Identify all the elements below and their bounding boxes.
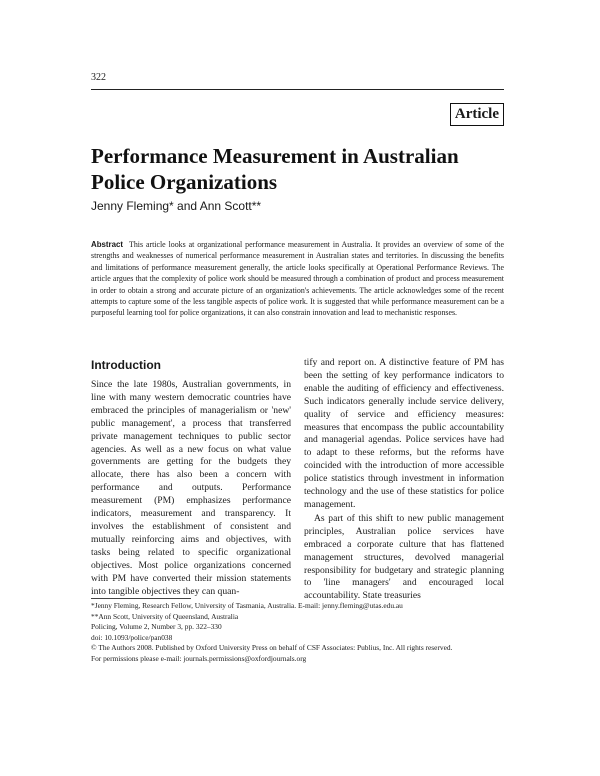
footnote-author-2: **Ann Scott, University of Queensland, Australia	[91, 611, 239, 621]
permissions-notice: For permissions please e-mail: journals.permissions@oxfordjournals.org	[91, 653, 307, 663]
page-number: 322	[91, 72, 106, 83]
authors: Jenny Fleming* and Ann Scott**	[91, 199, 262, 213]
left-column	[91, 357, 291, 603]
intro-paragraph-1-continued: tify and report on. A distinctive feature of PM has been the setting of key performance indicators to enable the auditing of efficiency and effectiveness. Such indicators generally include service delivery, quality of service and efficiency measures: measures that encompass the public accountability and managerial agendas. Police services have had to adapt to these reforms, but the reforms have coincided with the introduction of more accessible police statistics through investment in information technology and the use of these statistics for police management.	[304, 357, 504, 510]
abstract-label: Abstract	[91, 240, 124, 249]
abstract	[91, 239, 504, 319]
copyright-notice: © The Authors 2008. Published by Oxford University Press on behalf of CSF Associates: Publius, Inc. All rights reserved.	[91, 643, 453, 653]
section-heading-introduction: Introduction	[91, 358, 161, 372]
footnotes	[91, 601, 511, 665]
article-type-label: Article	[450, 103, 504, 126]
intro-paragraph-2: As part of this shift to new public management principles, Australian police services have embraced a corporate culture that has flattened management structures, devolved managerial responsibility for budgetary and strategic planning to 'line managers' and encouraged local accountability. State treasuries	[304, 512, 504, 602]
intro-paragraph-1: Since the late 1980s, Australian governments, in line with many western democratic countries have embraced the principles of managerialism or 'new' public management', a process that transferred private management techniques to public sector agencies. As well as a new focus on what value governments are getting for the budgets they allocate, there has also been a concern with performance and outputs. Performance measurement (PM) emphasizes performance indicators, measurement and transparency. It involves the establishment of consistent and mutually reinforcing aims and objectives, with tasks being related to specific organizational objectives. Most police organizations concerned with PM have converted their mission statements into tangible objectives they can quan-	[91, 379, 291, 597]
body-columns	[91, 357, 504, 603]
header-rule	[91, 89, 504, 90]
right-column	[304, 357, 504, 603]
footnote-rule	[91, 598, 191, 599]
footnote-author-1: *Jenny Fleming, Research Fellow, University of Tasmania, Australia. E-mail: jenny.fleming@utas.edu.au	[91, 601, 403, 610]
abstract-text: This article looks at organizational performance measurement in Australia. It provides an overview of some of the strengths and weaknesses of numerical performance measurement in Australian states and territories. In discussing the benefits and limitations of performance measurement generally, the article looks specifically at Operational Performance Reviews. The article argues that the complexity of police work should be measured through a combination of product and process measurement in order to obtain a strong and accurate picture of an organization's achievements. The article acknowledges some of the recent attempts to capture some of the less tangible aspects of police work. It is suggested that while performance measurement can be a purposeful learning tool for police organizations, it can also constrain innovation and lead to mechanistic responses.	[91, 240, 504, 318]
citation-doi: doi: 10.1093/police/pan038	[91, 632, 173, 642]
article-title: Performance Measurement in Australian Police Organizations	[91, 144, 459, 194]
citation-volume: Policing, Volume 2, Number 3, pp. 322–330	[91, 622, 222, 632]
